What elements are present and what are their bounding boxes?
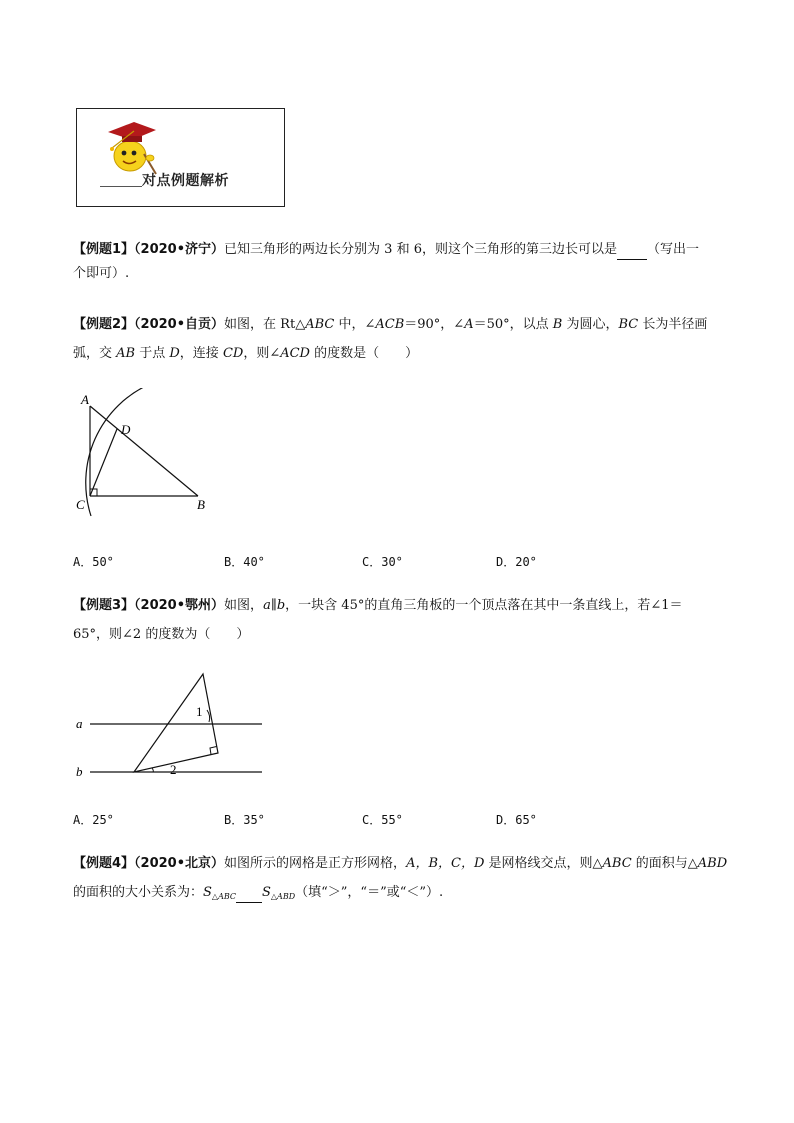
q2-var: ACD [280, 346, 310, 361]
q4-area-symbol: S [203, 885, 212, 900]
q2-text: ，连接 [179, 346, 223, 361]
arc [86, 388, 150, 516]
q2-option-b[interactable]: B．40° [224, 555, 265, 569]
label-line-a: a [76, 716, 83, 731]
q3-option-b[interactable]: B．35° [224, 813, 265, 827]
q2-text: 为圆心， [562, 317, 619, 332]
q2-source: （2020•自贡） [134, 317, 225, 332]
q4-line2 [73, 884, 443, 906]
q3-source: （2020•鄂州） [134, 598, 225, 613]
q2-var: D [169, 346, 180, 361]
q2-var: BC [618, 317, 639, 332]
q2-option-c[interactable]: C．30° [362, 555, 403, 569]
q2-text: 长为半径画 [638, 317, 708, 332]
q3-option-d[interactable]: D．65° [496, 813, 537, 827]
q1-line2: 个即可）. [73, 266, 130, 281]
q3-line1 [73, 597, 683, 615]
q2-var: A [464, 317, 474, 332]
q2-var: CD [222, 346, 244, 361]
q3-figure [70, 670, 270, 782]
q4-text: 如图所示的网格是正方形网格， [224, 856, 407, 871]
q3-text: ，一块含 45°的直角三角板的一个顶点落在其中一条直线上，若∠1＝ [285, 598, 683, 613]
q4-text: 是网格线交点，则△ [484, 856, 603, 871]
q2-text: 弧，交 [73, 346, 117, 361]
q1-line1 [73, 241, 699, 260]
q1-source: （2020•济宁） [134, 242, 225, 257]
q4-var: A，B，C，D [406, 856, 485, 871]
q2-tag: 【例题2】 [73, 317, 135, 332]
q1-tag: 【例题1】 [73, 242, 135, 257]
label-d: D [121, 422, 131, 437]
q3-option-c[interactable]: C．55° [362, 813, 403, 827]
q1-tail: （写出一 [647, 242, 700, 257]
q2-var: AB [116, 346, 136, 361]
q1-text: 已知三角形的两边长分别为 3 和 6，则这个三角形的第三边长可以是 [224, 242, 617, 257]
q4-var: ABC [602, 856, 632, 871]
q2-var: B [552, 317, 563, 332]
q2-text: ＝90°，∠ [404, 317, 465, 332]
q4-line1 [73, 855, 727, 873]
banner-title: 对点例题解析 [142, 173, 229, 189]
q2-option-d[interactable]: D．20° [496, 555, 537, 569]
q1-answer-blank[interactable] [617, 241, 647, 260]
q4-tag: 【例题4】 [73, 856, 135, 871]
q3-option-a[interactable]: A．25° [73, 813, 114, 827]
label-c: C [76, 497, 85, 512]
q4-area-sub: △ABC [211, 892, 236, 901]
triangle-ruler [134, 674, 218, 772]
q3-line2: 65°，则∠2 的度数为（ ） [73, 627, 250, 642]
q2-line2 [73, 345, 418, 363]
banner-rule [100, 186, 142, 187]
q3-var: a [263, 598, 271, 613]
q2-var: ACB [375, 317, 405, 332]
q2-text: ＝50°，以点 [473, 317, 553, 332]
segment-cd [90, 429, 117, 496]
q2-option-a[interactable]: A．50° [73, 555, 114, 569]
q4-var: ABD [697, 856, 728, 871]
q2-figure [70, 388, 220, 520]
angle1-arc [207, 710, 210, 722]
q4-area-sub: △ABD [270, 892, 296, 901]
label-angle-2: 2 [170, 762, 177, 777]
q2-text: 的度数是（ ） [309, 346, 419, 361]
q3-text: 如图， [224, 598, 264, 613]
q4-text: 的面积的大小关系为： [73, 885, 204, 900]
label-b: B [197, 497, 205, 512]
q4-area-symbol: S [262, 885, 271, 900]
label-angle-1: 1 [196, 704, 203, 719]
q4-text: （填“＞”，“＝”或“＜”）. [295, 885, 444, 900]
q2-text: 于点 [135, 346, 170, 361]
q4-source: （2020•北京） [134, 856, 225, 871]
q2-text: 中，∠ [334, 317, 376, 332]
q3-text: ∥ [270, 598, 277, 613]
q4-answer-blank[interactable] [236, 884, 262, 903]
q3-tag: 【例题3】 [73, 598, 135, 613]
q2-var: ABC [305, 317, 335, 332]
label-line-b: b [76, 764, 83, 779]
q2-text: 如图，在 Rt△ [224, 317, 306, 332]
q3-var: b [276, 598, 286, 613]
q2-line1 [73, 316, 707, 334]
label-a: A [81, 392, 89, 407]
q2-text: ，则∠ [243, 346, 281, 361]
q4-text: 的面积与△ [631, 856, 698, 871]
